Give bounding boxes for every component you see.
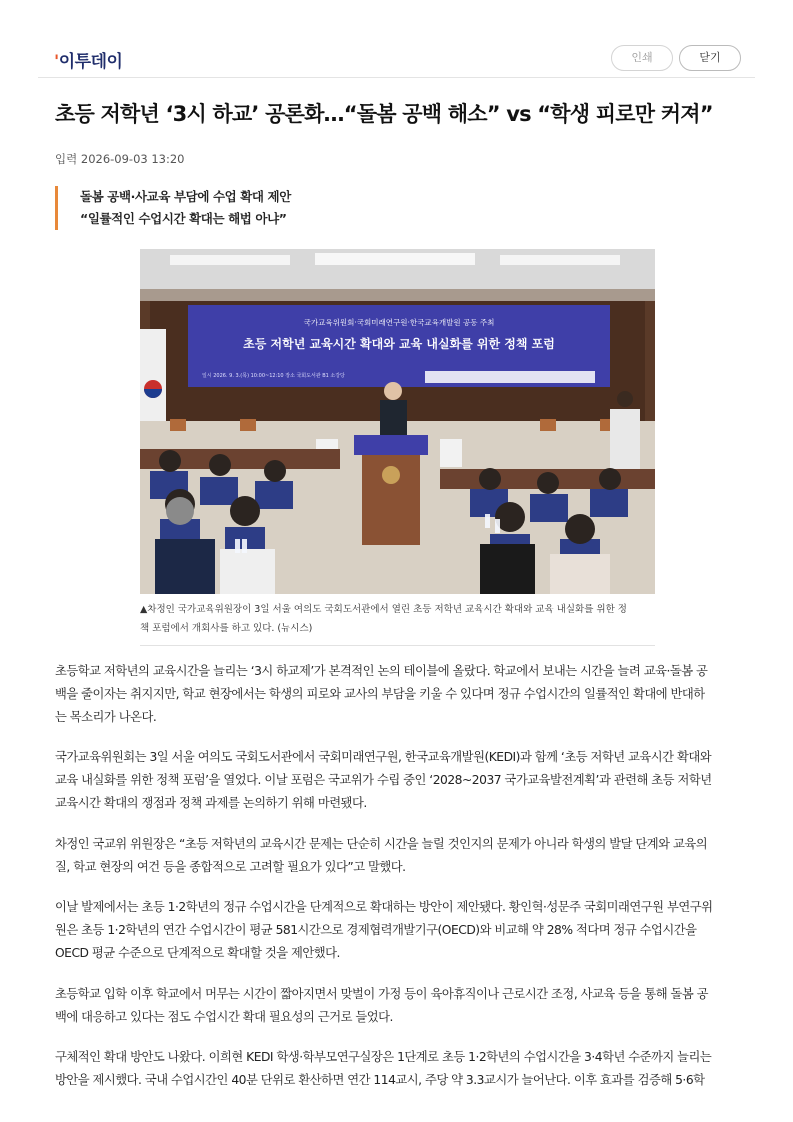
photo-banner-title: 초등 저학년 교육시간 확대와 교육 내실화를 위한 정책 포럼 <box>243 337 555 351</box>
subhead-line: “일률적인 수업시간 확대는 해법 아냐” <box>80 211 287 226</box>
article-paragraph <box>55 660 740 728</box>
paragraph-line: 는 목소리가 나온다. <box>55 709 157 724</box>
article-paragraph <box>55 983 740 1029</box>
site-logo[interactable]: '이투데이 <box>54 52 123 72</box>
photo-banner-info: 일시 2026. 9. 3.(목) 10:00~12:10 장소 국회도서관 B1 소강당 <box>202 373 345 379</box>
caption-line: 책 포럼에서 개회사를 하고 있다. (뉴시스) <box>140 623 313 634</box>
article-paragraph <box>55 896 740 964</box>
caption-line: ▲차정인 국가교육위원장이 3일 서울 여의도 국회도서관에서 열린 초등 저학년 교육시간 확대와 교육 내실화를 위한 정 <box>140 604 627 615</box>
article-body <box>55 660 740 1110</box>
article-paragraph <box>55 1046 740 1092</box>
article-paragraph <box>55 746 740 814</box>
photo-banner-org: 국가교육위원회·국회미래연구원·한국교육개발원 공동 주최 <box>303 318 495 327</box>
paragraph-line: 초등학교 입학 이후 학교에서 머무는 시간이 짧아지면서 맞벌이 가정 등이 육아휴직이나 근로시간 조정, 사교육 등을 통해 돌봄 공 <box>55 986 709 1001</box>
article-subheads <box>55 186 291 230</box>
paragraph-line: 교육시간 확대의 쟁점과 정책 과제를 논의하기 위해 마련됐다. <box>55 795 367 810</box>
paragraph-line: 교육 내실화를 위한 정책 포럼’을 열었다. 이날 포럼은 국교위가 수립 중인 ‘2028~2037 국가교육발전계획’과 관련해 초등 저학년 <box>55 773 712 788</box>
print-button[interactable]: 인쇄 <box>611 45 673 71</box>
paragraph-line: 구체적인 확대 방안도 나왔다. 이희현 KEDI 학생·학부모연구실장은 1단계로 초등 1·2학년의 수업시간을 3·4학년 수준까지 늘리는 <box>55 1050 712 1065</box>
paragraph-line: 원은 초등 1·2학년의 연간 수업시간이 평균 581시간으로 경제협력개발기구(OECD)와 비교해 약 28% 적다며 정규 수업시간을 <box>55 923 697 938</box>
paragraph-line: 백에 대응하고 있다는 점도 수업시간 확대 필요성의 근거로 들었다. <box>55 1009 393 1024</box>
article-paragraph <box>55 833 740 879</box>
paragraph-line: 이날 발제에서는 초등 1·2학년의 정규 수업시간을 단계적으로 확대하는 방안이 제안됐다. 황인혁·성문주 국회미래연구원 부연구위 <box>55 900 713 915</box>
paragraph-line: 국가교육위원회는 3일 서울 여의도 국회도서관에서 국회미래연구원, 한국교육개발원(KEDI)과 함께 ‘초등 저학년 교육시간 확대와 <box>55 750 712 765</box>
paragraph-line: 차정인 국교위 위원장은 “초등 저학년의 교육시간 문제는 단순히 시간을 늘릴 것인지의 문제가 아니라 학생의 발달 단계와 교육의 <box>55 836 708 851</box>
article-photo <box>140 249 655 594</box>
close-button[interactable]: 닫기 <box>679 45 741 71</box>
paragraph-line: 백을 줄이자는 취지지만, 학교 현장에서는 학생의 피로와 교사의 부담을 키울 수 있다며 정규 수업시간의 일률적인 확대에 반대하 <box>55 686 705 701</box>
paragraph-line: 방안을 제시했다. 국내 수업시간인 40분 단위로 환산하면 연간 114교시, 주당 약 3.3교시가 늘어난다. 이후 효과를 검증해 5·6학 <box>55 1073 705 1088</box>
photo-caption <box>140 600 655 646</box>
article-dateline: 입력 2026-09-03 13:20 <box>55 152 185 166</box>
page-header <box>38 0 755 78</box>
paragraph-line: OECD 평균 수준으로 단계적으로 확대할 것을 제안했다. <box>55 945 340 960</box>
paragraph-line: 초등학교 저학년의 교육시간을 늘리는 ‘3시 하교제’가 본격적인 논의 테이블에 올랐다. 학교에서 보내는 시간을 늘려 교육·돌봄 공 <box>55 664 708 678</box>
article-title: 초등 저학년 ‘3시 하교’ 공론화…“돌봄 공백 해소” vs “학생 피로만 커져” <box>55 102 713 126</box>
subhead-line: 돌봄 공백·사교육 부담에 수업 확대 제안 <box>80 189 291 204</box>
paragraph-line: 질, 학교 현장의 여건 등을 종합적으로 고려할 필요가 있다”고 말했다. <box>55 859 406 874</box>
